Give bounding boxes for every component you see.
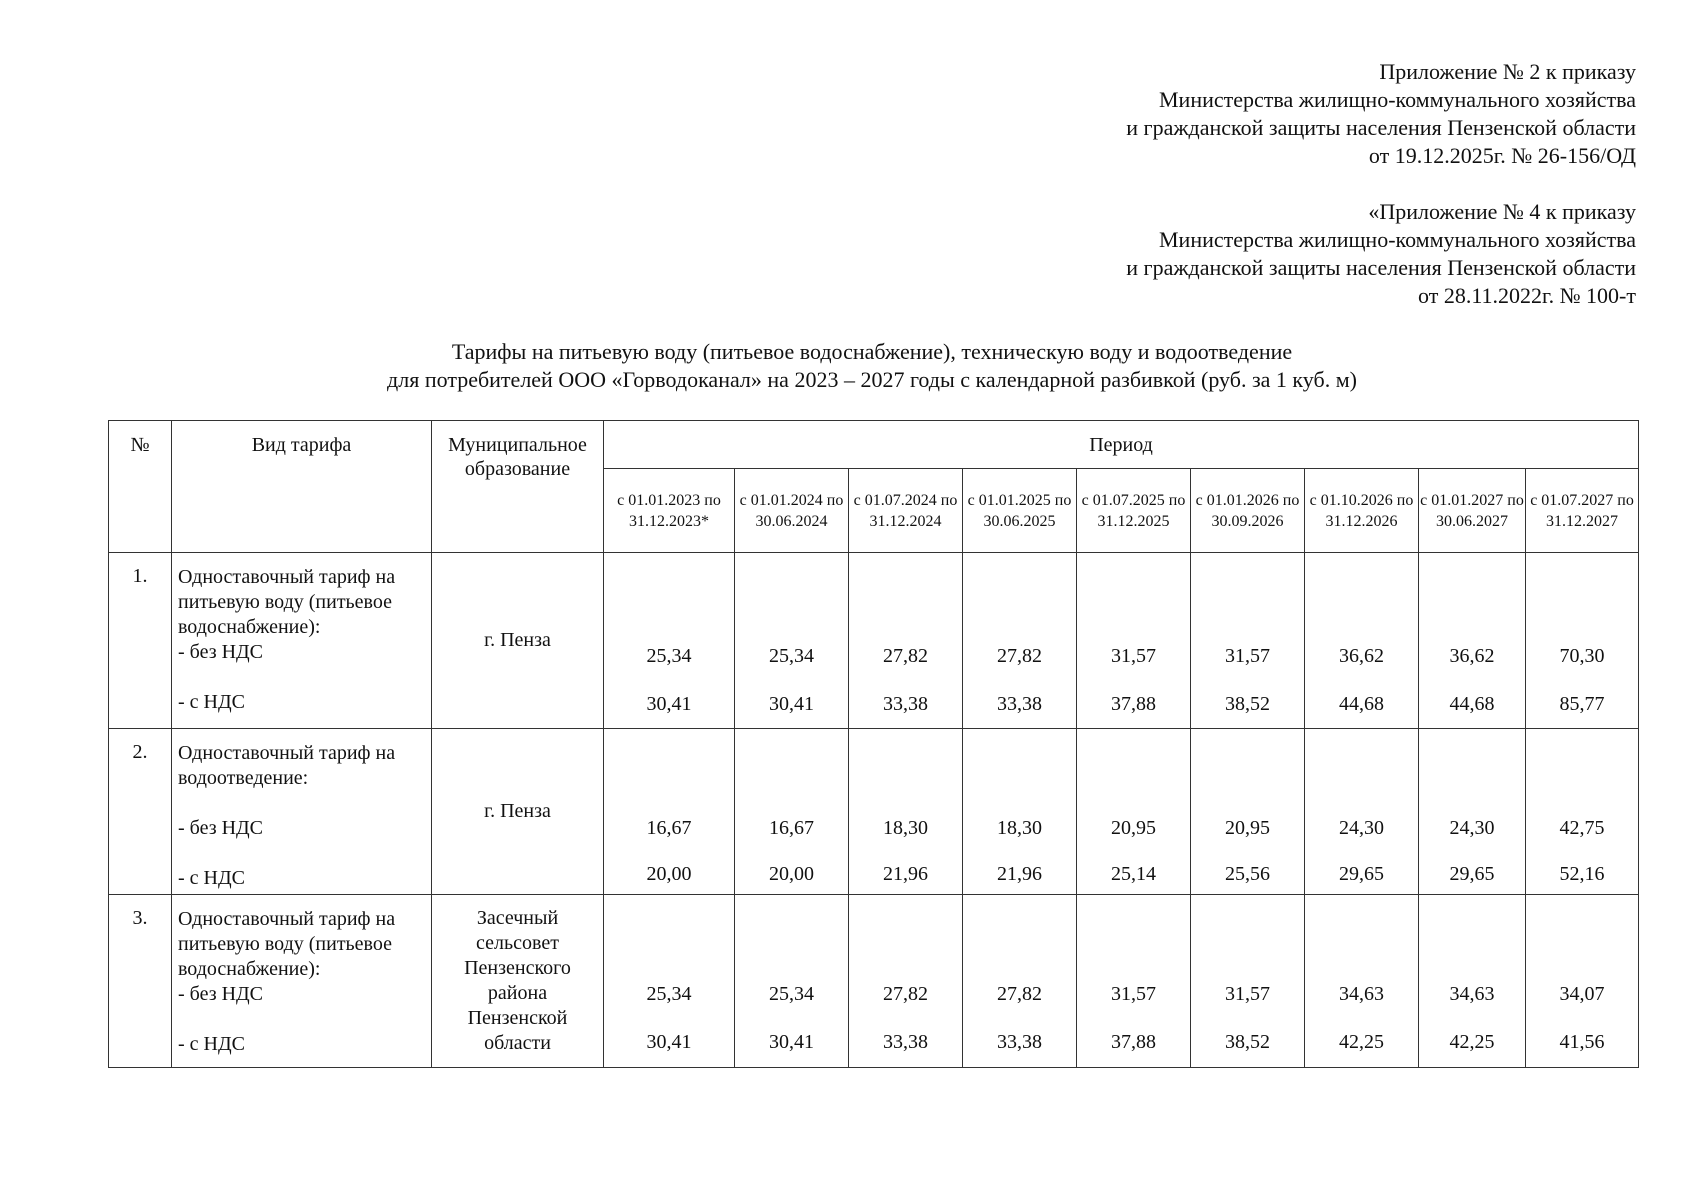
header-tariff-kind: Вид тарифа <box>172 421 432 553</box>
value-without-vat: 42,75 <box>1559 817 1605 839</box>
table-row <box>109 729 1639 895</box>
value-with-vat: 44,68 <box>1449 693 1495 715</box>
tariff-kind-line <box>178 841 425 866</box>
value-with-vat: 37,88 <box>1111 1031 1156 1053</box>
period-header-3: с 01.07.2024 по 31.12.2024 <box>849 469 963 553</box>
tariff-kind-line <box>178 791 425 816</box>
tariff-kind-cell <box>172 729 432 895</box>
tariff-value-cell <box>735 895 849 1068</box>
tariff-value-cell <box>1305 729 1419 895</box>
value-without-vat: 31,57 <box>1225 645 1270 667</box>
value-without-vat: 70,30 <box>1559 645 1605 667</box>
value-with-vat: 38,52 <box>1225 1031 1270 1053</box>
tariff-value-cell <box>1526 729 1639 895</box>
period-header-9: с 01.07.2027 по 31.12.2027 <box>1526 469 1639 553</box>
appendix-4-line4: от 28.11.2022г. № 100-т <box>1418 283 1636 308</box>
value-without-vat: 27,82 <box>883 983 928 1005</box>
value-with-vat: 25,56 <box>1225 863 1270 885</box>
tariff-kind-line: Одноставочный тариф на <box>178 742 396 764</box>
value-with-vat: 41,56 <box>1559 1031 1605 1053</box>
value-with-vat: 21,96 <box>883 863 928 885</box>
tariff-kind-line <box>178 1007 425 1032</box>
tariff-value-cell <box>604 729 735 895</box>
value-without-vat: 31,57 <box>1225 983 1270 1005</box>
tariff-value-cell <box>1526 895 1639 1068</box>
appendix-2-line3: и гражданской защиты населения Пензенской области <box>1126 115 1636 140</box>
tariff-value-cell <box>849 553 963 729</box>
appendix-2-line1: Приложение № 2 к приказу <box>1379 59 1636 84</box>
tariff-kind-line: - без НДС <box>178 983 264 1005</box>
tariff-value-cell <box>849 729 963 895</box>
tariff-value-cell <box>1419 553 1526 729</box>
value-with-vat: 44,68 <box>1339 693 1384 715</box>
value-with-vat: 38,52 <box>1225 693 1270 715</box>
tariff-value-cell <box>849 895 963 1068</box>
tariff-table <box>108 420 1639 1068</box>
value-without-vat: 18,30 <box>883 817 928 839</box>
value-with-vat: 85,77 <box>1559 693 1605 715</box>
appendix-2-line2: Министерства жилищно-коммунального хозяйства <box>1158 87 1636 112</box>
value-without-vat: 36,62 <box>1449 645 1495 667</box>
value-without-vat: 27,82 <box>997 645 1042 667</box>
tariff-value-cell <box>735 553 849 729</box>
row-number: 2. <box>109 729 172 895</box>
value-without-vat: 25,34 <box>646 645 692 667</box>
value-without-vat: 18,30 <box>997 817 1042 839</box>
value-without-vat: 24,30 <box>1449 817 1495 839</box>
tariff-value-cell <box>963 729 1077 895</box>
value-with-vat: 29,65 <box>1449 863 1495 885</box>
document-title <box>108 338 1636 394</box>
period-header-7: с 01.10.2026 по 31.12.2026 <box>1305 469 1419 553</box>
period-header-5: с 01.07.2025 по 31.12.2025 <box>1077 469 1191 553</box>
header-period: Период <box>604 421 1639 469</box>
table-row <box>109 895 1639 1068</box>
value-without-vat: 25,34 <box>769 645 814 667</box>
municipality-cell <box>432 895 604 1068</box>
header-number: № <box>109 421 172 553</box>
appendix-2-header <box>1126 58 1636 170</box>
municipality-name: г. Пенза <box>484 629 551 651</box>
tariff-value-cell <box>963 895 1077 1068</box>
period-header-8: с 01.01.2027 по 30.06.2027 <box>1419 469 1526 553</box>
value-with-vat: 30,41 <box>646 1031 692 1053</box>
tariff-value-cell <box>604 895 735 1068</box>
tariff-value-cell <box>1419 895 1526 1068</box>
tariff-kind-cell <box>172 553 432 729</box>
tariff-kind-line <box>178 665 425 690</box>
value-with-vat: 42,25 <box>1449 1031 1495 1053</box>
value-without-vat: 27,82 <box>997 983 1042 1005</box>
row-number: 3. <box>109 895 172 1068</box>
tariff-kind-cell <box>172 895 432 1068</box>
value-without-vat: 24,30 <box>1339 817 1384 839</box>
tariff-value-cell <box>963 553 1077 729</box>
value-without-vat: 16,67 <box>769 817 814 839</box>
value-with-vat: 30,41 <box>769 693 814 715</box>
value-without-vat: 25,34 <box>646 983 692 1005</box>
tariff-value-cell <box>1305 553 1419 729</box>
tariff-kind-line: питьевую воду (питьевое <box>178 933 392 955</box>
value-with-vat: 30,41 <box>769 1031 814 1053</box>
tariff-value-cell <box>1191 895 1305 1068</box>
value-without-vat: 31,57 <box>1111 645 1156 667</box>
value-without-vat: 34,63 <box>1339 983 1384 1005</box>
value-without-vat: 36,62 <box>1339 645 1384 667</box>
tariff-value-cell <box>1419 729 1526 895</box>
period-header-4: с 01.01.2025 по 30.06.2025 <box>963 469 1077 553</box>
value-with-vat: 20,00 <box>646 863 692 885</box>
value-without-vat: 16,67 <box>646 817 692 839</box>
tariff-body <box>109 553 1639 1068</box>
value-without-vat: 20,95 <box>1111 817 1156 839</box>
value-without-vat: 34,07 <box>1559 983 1605 1005</box>
value-with-vat: 33,38 <box>997 1031 1042 1053</box>
value-without-vat: 27,82 <box>883 645 928 667</box>
value-with-vat: 21,96 <box>997 863 1042 885</box>
municipality-cell <box>432 729 604 895</box>
tariff-value-cell <box>1526 553 1639 729</box>
value-with-vat: 30,41 <box>646 693 692 715</box>
tariff-kind-line: водоотведение: <box>178 767 309 789</box>
municipality-name: Засечный сельсовет Пензенского района Пензенской области <box>464 907 571 1054</box>
tariff-value-cell <box>1191 729 1305 895</box>
tariff-value-cell <box>1077 895 1191 1068</box>
value-without-vat: 31,57 <box>1111 983 1156 1005</box>
value-with-vat: 52,16 <box>1559 863 1605 885</box>
tariff-kind-line: водоснабжение): <box>178 616 321 638</box>
appendix-2-line4: от 19.12.2025г. № 26-156/ОД <box>1368 143 1636 168</box>
value-with-vat: 33,38 <box>883 1031 928 1053</box>
value-with-vat: 42,25 <box>1339 1031 1384 1053</box>
tariff-kind-line: - с НДС <box>178 1033 245 1055</box>
value-without-vat: 20,95 <box>1225 817 1270 839</box>
value-with-vat: 29,65 <box>1339 863 1384 885</box>
period-header-2: с 01.01.2024 по 30.06.2024 <box>735 469 849 553</box>
tariff-value-cell <box>735 729 849 895</box>
tariff-value-cell <box>1077 553 1191 729</box>
value-with-vat: 20,00 <box>769 863 814 885</box>
tariff-kind-line: Одноставочный тариф на <box>178 908 396 930</box>
appendix-4-line3: и гражданской защиты населения Пензенской области <box>1126 255 1636 280</box>
table-row <box>109 553 1639 729</box>
value-with-vat: 33,38 <box>883 693 928 715</box>
tariff-value-cell <box>604 553 735 729</box>
appendix-4-line2: Министерства жилищно-коммунального хозяйства <box>1158 227 1636 252</box>
tariff-kind-line: - без НДС <box>178 817 264 839</box>
tariff-value-cell <box>1191 553 1305 729</box>
tariff-value-cell <box>1305 895 1419 1068</box>
tariff-kind-line: - с НДС <box>178 867 245 889</box>
value-without-vat: 34,63 <box>1449 983 1495 1005</box>
value-with-vat: 25,14 <box>1111 863 1156 885</box>
tariff-kind-line: - без НДС <box>178 641 264 663</box>
value-with-vat: 37,88 <box>1111 693 1156 715</box>
row-number: 1. <box>109 553 172 729</box>
value-without-vat: 25,34 <box>769 983 814 1005</box>
municipality-name: г. Пенза <box>484 800 551 822</box>
title-line1: Тарифы на питьевую воду (питьевое водоснабжение), техническую воду и водоотведение <box>451 339 1293 364</box>
tariff-kind-line: питьевую воду (питьевое <box>178 591 392 613</box>
appendix-4-line1: «Приложение № 4 к приказу <box>1368 199 1636 224</box>
title-line2: для потребителей ООО «Горводоканал» на 2023 – 2027 годы с календарной разбивкой (руб. за 1 куб. м) <box>387 367 1357 392</box>
tariff-kind-line: Одноставочный тариф на <box>178 566 396 588</box>
tariff-value-cell <box>1077 729 1191 895</box>
tariff-kind-line: - с НДС <box>178 691 245 713</box>
period-header-1: с 01.01.2023 по 31.12.2023* <box>604 469 735 553</box>
period-header-6: с 01.01.2026 по 30.09.2026 <box>1191 469 1305 553</box>
tariff-kind-line: водоснабжение): <box>178 958 321 980</box>
value-with-vat: 33,38 <box>997 693 1042 715</box>
appendix-4-header <box>1126 198 1636 310</box>
municipality-cell <box>432 553 604 729</box>
header-municipality: Муниципальное образование <box>432 421 604 553</box>
